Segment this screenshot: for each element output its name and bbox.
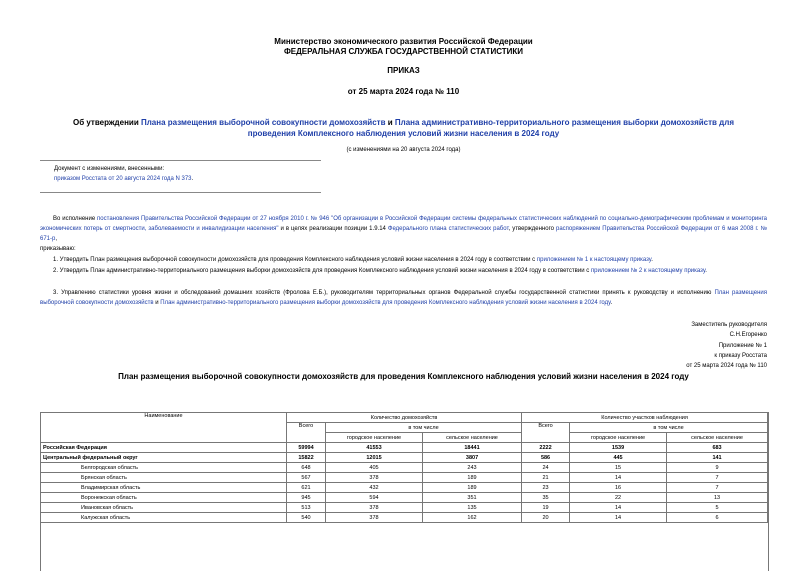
item-3-text: 3. Управлению статистики уровня жизни и обследований домашних хозяйств (Фролова Е.Б.), руководителям территориальных органов Федеральной службы государственной статистики принять к руководству и исполнению <box>53 290 715 296</box>
item-1-end: . <box>651 257 653 263</box>
row-value: 594 <box>326 493 423 503</box>
item-3 <box>40 288 767 308</box>
row-value: 5 <box>667 503 768 513</box>
changes-box <box>40 160 321 193</box>
col-header-incl-households: в том числе <box>326 423 522 433</box>
col-header-areas: Количество участков наблюдения <box>522 413 768 423</box>
row-value: 59994 <box>287 443 326 453</box>
row-name: Центральный федеральный округ <box>41 453 287 463</box>
title-middle: и <box>385 118 395 127</box>
signature-name: С.Н.Егоренко <box>729 332 767 338</box>
table-row <box>41 453 768 463</box>
row-value: 243 <box>423 463 522 473</box>
row-value: 378 <box>326 473 423 483</box>
row-value: 14 <box>570 473 667 483</box>
col-header-rural-areas: сельское население <box>667 433 768 443</box>
signature-position: Заместитель руководителя <box>691 322 767 328</box>
item-3-link-1[interactable]: План размещения выборочной совокупности домохозяйств <box>40 290 767 306</box>
row-value: 19 <box>522 503 570 513</box>
edition-note: (с изменениями на 20 августа 2024 года) <box>346 147 461 153</box>
intro-text-1: Во исполнение <box>53 216 98 222</box>
table-row <box>41 493 768 503</box>
row-value: 405 <box>326 463 423 473</box>
col-header-rural-households: сельское население <box>423 433 522 443</box>
item-3-mid: и <box>153 300 161 306</box>
row-value: 18441 <box>423 443 522 453</box>
intro-text-2: и в целях реализации позиции 1.9.14 <box>278 226 388 232</box>
row-name: Российская Федерация <box>41 443 287 453</box>
item-1-link[interactable]: приложением № 1 к настоящему приказу <box>536 257 652 263</box>
row-value: 135 <box>423 503 522 513</box>
row-value: 6 <box>667 513 768 523</box>
item-2-text: 2. Утвердить План административно-территориального размещения выборки домохозяйств для проведения Комплексного наблюдения условий жизни населения в 2024 году в соответствии с <box>53 268 591 274</box>
row-value: 12015 <box>326 453 423 463</box>
plan-title: План размещения выборочной совокупности домохозяйств для проведения Комплексного наблюдения условий жизни населения в 2024 году <box>118 372 689 381</box>
appendix-line-2: к приказу Росстата <box>714 353 767 359</box>
col-header-households: Количество домохозяйств <box>287 413 522 423</box>
row-value: 513 <box>287 503 326 513</box>
intro-link-order[interactable]: распоряжением Правительства Российской Федерации от 6 мая 2008 г. № 671-р <box>40 226 768 242</box>
intro-text-3: , утвержденного <box>508 226 556 232</box>
row-value: 432 <box>326 483 423 493</box>
table-row <box>41 503 768 513</box>
intro-link-plan[interactable]: Федерального плана статистических работ <box>387 226 509 232</box>
row-value: 3807 <box>423 453 522 463</box>
row-value: 351 <box>423 493 522 503</box>
row-value: 7 <box>667 483 768 493</box>
doc-type: ПРИКАЗ <box>387 66 420 75</box>
row-value: 621 <box>287 483 326 493</box>
row-value: 41553 <box>326 443 423 453</box>
row-name: Воронежская область <box>41 493 287 503</box>
row-value: 445 <box>570 453 667 463</box>
row-value: 14 <box>570 513 667 523</box>
changes-link-line <box>54 174 193 184</box>
table-row <box>41 463 768 473</box>
appendix-line-3: от 25 марта 2024 года № 110 <box>686 363 767 369</box>
row-value: 16 <box>570 483 667 493</box>
doc-title <box>0 117 807 139</box>
item-2-link[interactable]: приложением № 2 к настоящему приказу <box>590 268 706 274</box>
table-row <box>41 473 768 483</box>
intro-text-4: , <box>55 236 58 242</box>
row-value: 35 <box>522 493 570 503</box>
row-value: 378 <box>326 503 423 513</box>
row-value: 648 <box>287 463 326 473</box>
row-name: Ивановская область <box>41 503 287 513</box>
row-value: 21 <box>522 473 570 483</box>
row-value: 586 <box>522 453 570 463</box>
row-name: Владимирская область <box>41 483 287 493</box>
item-1 <box>40 255 767 265</box>
row-value: 23 <box>522 483 570 493</box>
changes-top-divider <box>40 160 321 161</box>
col-header-urban-households: городское население <box>326 433 423 443</box>
item-3-link-2[interactable]: План административно-территориального размещения выборки домохозяйств для проведения Комплексного наблюдения условий жизни населения в 2024 году <box>160 300 611 306</box>
title-link-plan-1[interactable]: Плана размещения выборочной совокупности домохозяйств <box>140 118 386 127</box>
row-value: 13 <box>667 493 768 503</box>
row-value: 20 <box>522 513 570 523</box>
row-value: 9 <box>667 463 768 473</box>
ministry-name: Министерство экономического развития Российской Федерации <box>274 37 533 46</box>
changes-link[interactable]: приказом Росстата от 20 августа 2024 года N 373 <box>54 176 192 182</box>
changes-bottom-divider <box>40 192 321 193</box>
row-value: 14 <box>570 503 667 513</box>
changes-label: Документ с изменениями, внесенными: <box>54 166 165 172</box>
table-row <box>41 483 768 493</box>
row-value: 945 <box>287 493 326 503</box>
col-header-total-households: Всего <box>287 423 326 443</box>
row-value: 141 <box>667 453 768 463</box>
item-1-text: 1. Утвердить План размещения выборочной совокупности домохозяйств для проведения Комплексного наблюдения условий жизни населения в 2024 году в соответствии с <box>53 257 537 263</box>
row-value: 1539 <box>570 443 667 453</box>
changes-suffix: . <box>191 176 194 182</box>
row-value: 2222 <box>522 443 570 453</box>
row-name: Белгородская область <box>41 463 287 473</box>
title-prefix: Об утверждении <box>72 118 141 127</box>
col-header-total-areas: Всего <box>522 423 570 443</box>
col-header-urban-areas: городское население <box>570 433 667 443</box>
service-name: ФЕДЕРАЛЬНАЯ СЛУЖБА ГОСУДАРСТВЕННОЙ СТАТИСТИКИ <box>283 47 524 56</box>
row-value: 567 <box>287 473 326 483</box>
order-word: приказываю: <box>40 246 76 252</box>
row-value: 24 <box>522 463 570 473</box>
intro-link-resolution[interactable]: постановления Правительства Российской Федерации от 27 ноября 2010 г. № 946 "Об организации в Российской Федерации системы федеральных статистических наблюдений по социально-демографическим проблемам и мониторинга экономических потерь от смертности, заболеваемости и инвалидизации населения" <box>40 216 767 232</box>
doc-date-number: от 25 марта 2024 года № 110 <box>347 87 460 96</box>
row-name: Брянская область <box>41 473 287 483</box>
row-value: 162 <box>423 513 522 523</box>
row-value: 15822 <box>287 453 326 463</box>
row-name: Калужская область <box>41 513 287 523</box>
title-link-plan-2[interactable]: Плана административно-территориального размещения выборки домохозяйств для проведения Комплексного наблюдения условий жизни населения в 2024 году <box>247 118 735 138</box>
row-value: 189 <box>423 483 522 493</box>
households-table <box>40 412 768 523</box>
intro-paragraph <box>40 214 767 244</box>
row-value: 683 <box>667 443 768 453</box>
appendix-line-1: Приложение № 1 <box>718 343 767 349</box>
row-value: 378 <box>326 513 423 523</box>
row-value: 22 <box>570 493 667 503</box>
row-value: 7 <box>667 473 768 483</box>
col-header-name: Наименование <box>41 413 287 443</box>
table-row <box>41 443 768 453</box>
item-2 <box>40 266 767 276</box>
row-value: 540 <box>287 513 326 523</box>
item-3-end: . <box>610 300 613 306</box>
row-value: 189 <box>423 473 522 483</box>
item-2-end: . <box>705 268 707 274</box>
col-header-incl-areas: в том числе <box>570 423 768 433</box>
row-value: 15 <box>570 463 667 473</box>
table-row <box>41 513 768 523</box>
